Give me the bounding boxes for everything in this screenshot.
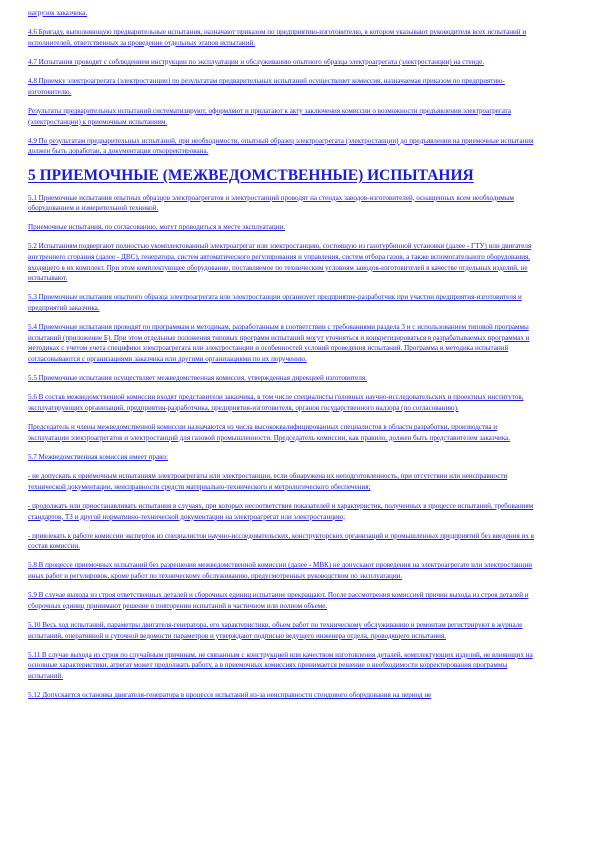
list-item-5-7c: - привлекать к работе комиссии экспертов из специалистов научно-исследовательских, конструкторских организаций и промышленных предприятий без введения их в состав комиссии. [28, 531, 534, 551]
paragraph-5-11: 5.11 В случае выхода из строя по случайным причинам, не связанным с конструкцией или качеством изготовления деталей, комплектующих изделий, не влияющих на основные характеристики, агрегат может продолжать работу, а в приемочных комиссиях принимается решение о необходимости корректирования программы испытаний. [28, 650, 533, 680]
paragraph-5-4: 5.4 Приемочные испытания проводят по программам и методикам, разработанным в соответствии с требованиями раздела 3 и с использованием типовой программы испытаний (приложение Б). При этом отдельные положения типовых программ испытаний могут уточняться и конкретизироваться в разрабатываемых программах и методиках с учетом учета специфики электроагрегата или электростанции и особенностей условий проведения испытаний. Программа и методика испытаний согласовываются с организациями заказчика или другими организациями по их поручению. [28, 323, 530, 363]
section-heading: 5 ПРИЕМОЧНЫЕ (МЕЖВЕДОМСТВЕННЫЕ) ИСПЫТАНИЯ [28, 166, 474, 184]
paragraph-4-6: 4.6 Бригаду, выполняющую предварительные испытания, назначают приказом по предприятию-изготовителю, в котором указывают руководителя всех испытаний и исполнителей, ответственных за проведение отдельных этапов испытаний. [28, 28, 527, 47]
paragraph-4-7: 4.7 Испытания проводят с соблюдением инструкции по эксплуатации и обслуживанию опытного образца электроагрегата (электростанции) на стенде. [28, 57, 484, 66]
paragraph-5-1b: Приемочные испытания, по согласованию, могут проводиться в месте эксплуатации. [28, 223, 285, 232]
paragraph-5-2: 5.2 Испытаниям подвергают полностью укомплектованный электроагрегат или электростанцию, состоящую из газотурбинной установки (далее - ГТУ) или двигателя внутреннего сгорания (далее - ДВС), генератора, систем автоматического регулирования и управления, систем отбора газов, а также вспомогательного оборудования, входящего в их комплект. При этом комплектующее оборудование, поставляемое по техническим условиям заводов-изготовителей в качестве отдельных изделий, не испытывают. [28, 242, 532, 283]
paragraph-intro-tail: нагрузок заказчика. [28, 9, 88, 17]
paragraph-4-8: 4.8 Приемку электроагрегата (электростанции) по результатам предварительных испытаний осуществляет комиссия, назначаемая приказом по предприятию-изготовителю. [28, 77, 505, 96]
paragraph-5-6b: Председатель и члены межведомственной комиссии назначаются из числа высококвалифицированных специалистов в области разработки, производства и эксплуатации электроагрегатов и электростанций для газовой промышленности. Председатель комиссии, как правило, должен быть представителем заказчика. [28, 423, 511, 442]
list-item-5-7a: - не допускать к приемочным испытаниям электроагрегаты или электростанции, если обнаружена их неподготовленность, при отсутствии или неисправности технической документации, неисправности средств материально-технического и метрологического обеспечения; [28, 472, 508, 491]
paragraph-results: Результаты предварительных испытаний систематизируют, оформляют и прилагают к акту заключения комиссии о возможности предъявления электроагрегата (электростанции) к приемочным испытаниям. [28, 106, 512, 126]
paragraph-5-3: 5.3 Приемочные испытания опытного образца электроагрегата или электростанции организует предприятие-разработчик при участии предприятия-изготовителя и предприятий заказчика. [28, 293, 522, 313]
paragraph-4-9: 4.9 По результатам предварительных испытаний, при необходимости, опытный образец электроагрегата (электростанции) до предъявления на приемочные испытания должен быть доработан, а документация откорректирована. [28, 136, 534, 156]
paragraph-5-12: 5.12 Допускается остановка двигателя-генератора в процессе испытаний из-за неисправности стендового оборудования на период не [28, 691, 432, 700]
paragraph-5-7: 5.7 Межведомственная комиссия имеет право: [28, 452, 168, 461]
list-item-5-7b: - продолжать или приостанавливать испытания в случаях, при которых несоответствия показателей и характеристик, полученных в процессе испытаний, требованиям стандартов, ТЗ и другой нормативно-технической документации на электроагрегат или электростанцию; [28, 501, 534, 521]
paragraph-5-1: 5.1 Приемочные испытания опытных образцов электроагрегатов и электростанций проводят на стендах заводов-изготовителей, оснащенных всем необходимым оборудованием и измерительной техникой. [28, 193, 514, 213]
paragraph-5-10: 5.10 Весь ход испытаний, параметры двигателя-генератора, его характеристики, объем работ по техническому обслуживанию и ремонтам регистрируют в журнале испытаний, оперативной и суточной ведомости параметров и утверждают подписью ведущего инженера отдела, проводящего испытания. [28, 621, 523, 640]
paragraph-5-5: 5.5 Приемочные испытания осуществляет межведомственная комиссия, утвержденная дирекцией изготовителя. [28, 374, 367, 383]
paragraph-5-8: 5.8 В процессе приемочных испытаний без разрешения межведомственной комиссии (далее - МВК) не допускают проведения на электроагрегате или электростанции иных работ и регулировок, кроме работ по техническому обслуживанию, предусмотренных руководством по эксплуатации. [28, 561, 533, 581]
paragraph-5-9: 5.9 В случае выхода из строя ответственных деталей и сборочных единиц испытание прекращают. После рассмотрения комиссией причин выхода из строя деталей и сборочных единиц принимают решение о повторении испытаний в частичном или полном объеме. [28, 591, 529, 610]
paragraph-5-6: 5.6 В состав межведомственной комиссии входят представители заказчика, в том числе специалисты головных научно-исследовательских и проектных институтов, эксплуатирующих организаций, предприятия-разработчика, предприятия-изготовителя, органов государственного надзора (по согласованию). [28, 393, 524, 412]
